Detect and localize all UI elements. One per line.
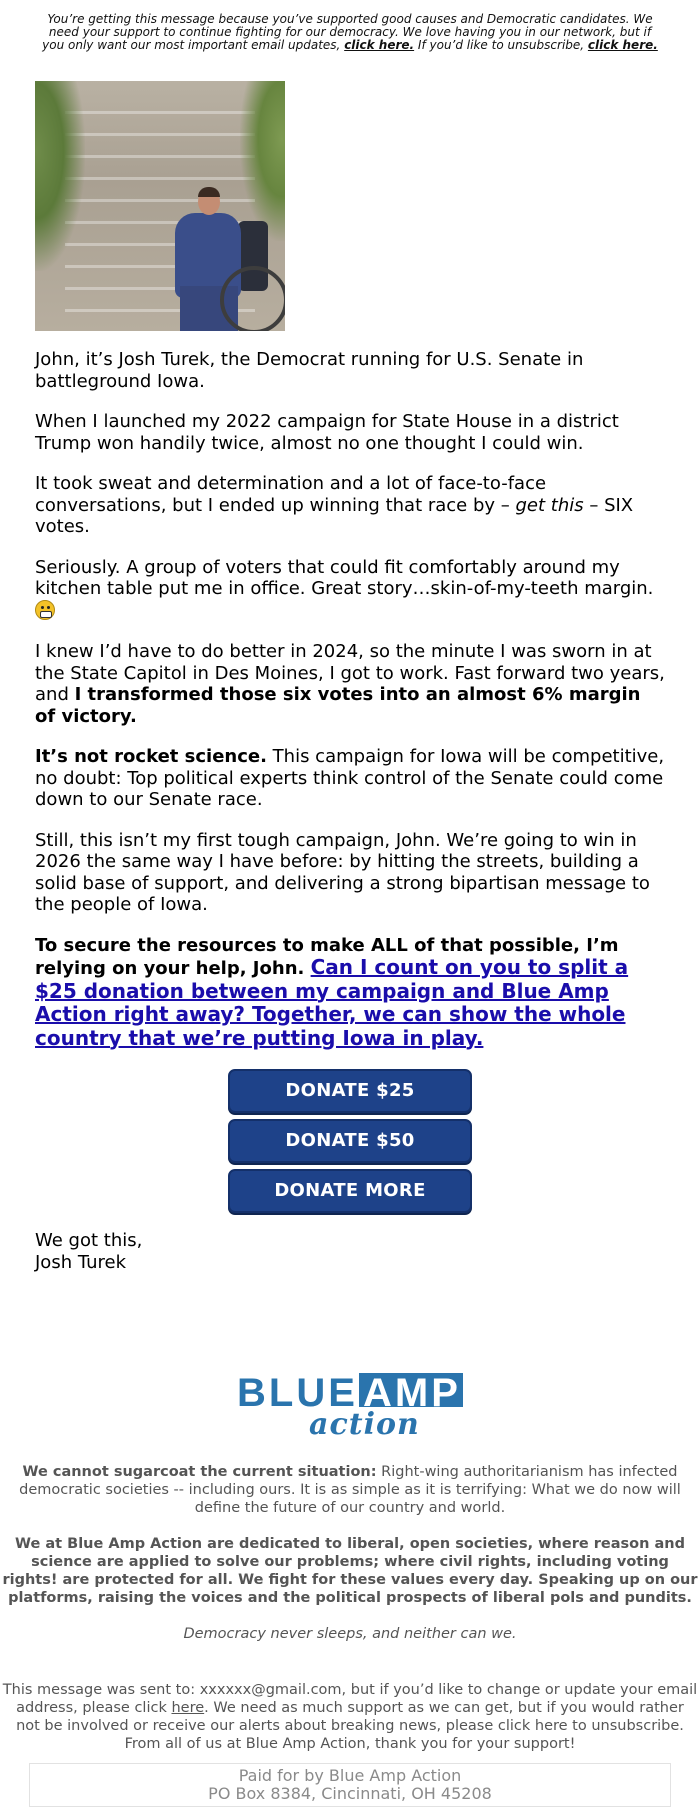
paid-for-box [29,1763,671,1807]
preheader-unsubscribe-link[interactable]: click here. [587,38,658,52]
signoff-line: We got this, [35,1230,143,1251]
footer-paragraph-1: We cannot sugarcoat the current situation: Right-wing authoritarianism has infected democratic societies -- including ours. It is as simple as it is terrifying: What we do now will define the future of our country and world. [19,1464,681,1516]
address-line: PO Box 8384, Cincinnati, OH 45208 [208,1784,492,1803]
paragraph-3: It took sweat and determination and a lot of face-to-face conversations, but I ended up winning that race by – get this – SIX votes. [35,473,634,537]
footer [0,1463,700,1753]
donate-25-button[interactable]: DONATE $25 [228,1069,472,1113]
letter-body [0,349,700,1050]
footer-tagline: Democracy never sleeps, and neither can we. [183,1626,517,1642]
donation-link[interactable]: Can I count on you to split a $25 donation between my campaign and Blue Amp Action right away? Together, we can show the whole country that we’re putting Iowa in play. [35,955,629,1050]
donate-buttons [0,1069,700,1213]
paragraph-4: Seriously. A group of voters that could fit comfortably around my kitchen table put me in office. Great story…skin-of-my-teeth margin. [35,557,665,623]
paid-for-line: Paid for by Blue Amp Action [238,1766,462,1785]
paragraph-2: When I launched my 2022 campaign for State House in a district Trump won handily twice, almost no one thought I could win. [35,411,619,454]
preheader-text: You’re getting this message because you’ve supported good causes and Democratic candidates. We need your support to continue fighting for our democracy. We love having you in our network, but if you only want our most important email updates, [42,12,653,52]
preheader-text-2: If you’d like to unsubscribe, [414,38,588,52]
paragraph-1: John, it’s Josh Turek, the Democrat running for U.S. Senate in battleground Iowa. [35,349,584,392]
donate-50-button[interactable]: DONATE $50 [228,1119,472,1163]
update-email-link[interactable]: here [171,1700,205,1716]
paragraph-8: To secure the resources to make ALL of that possible, I’m relying on your help, John. Can I count on you to split a $25 donation between my campaign and Blue Amp Action right away? Together, we can show the whole country that we’re putting Iowa in play. [35,934,629,1050]
footer-paragraph-2: We at Blue Amp Action are dedicated to liberal, open societies, where reason and science are applied to solve our problems; where civil rights, including voting rights! are protected for all. We fight for these values every day. Speaking up on our platforms, raising the voices and the political prospects of liberal pols and pundits. [2,1536,698,1606]
preheader-updates-link[interactable]: click here. [344,38,415,52]
signoff [0,1230,700,1273]
paragraph-7: Still, this isn’t my first tough campaign, John. We’re going to win in 2026 the same way I have before: by hitting the streets, building a solid base of support, and delivering a strong bipartisan message to the people of Iowa. [35,829,650,915]
paragraph-5: I knew I’d have to do better in 2024, so the minute I was sworn in at the State Capitol in Des Moines, I got to work. Fast forward two years, and I transformed those six votes into an almost 6% margin of victory. [35,641,665,727]
donate-more-button[interactable]: DONATE MORE [228,1169,472,1213]
preheader [0,0,700,52]
footer-legal: This message was sent to: xxxxxx@gmail.com, but if you’d like to change or update your email address, please click here. We need as much support as we can get, but if you would rather not be involved or receive our alerts about breaking news, please click here to unsubscribe. From all of us at Blue Amp Action, thank you for your support! [2,1682,698,1752]
grimacing-emoji-icon [35,600,55,620]
signature-name: Josh Turek [35,1251,127,1273]
blue-amp-action-logo[interactable]: BLUE AMP action [237,1373,463,1445]
paragraph-6: It’s not rocket science. This campaign for Iowa will be competitive, no doubt: Top political experts think control of the Senate could come down to our Senate race. [35,746,665,810]
hero-image[interactable] [35,81,285,331]
